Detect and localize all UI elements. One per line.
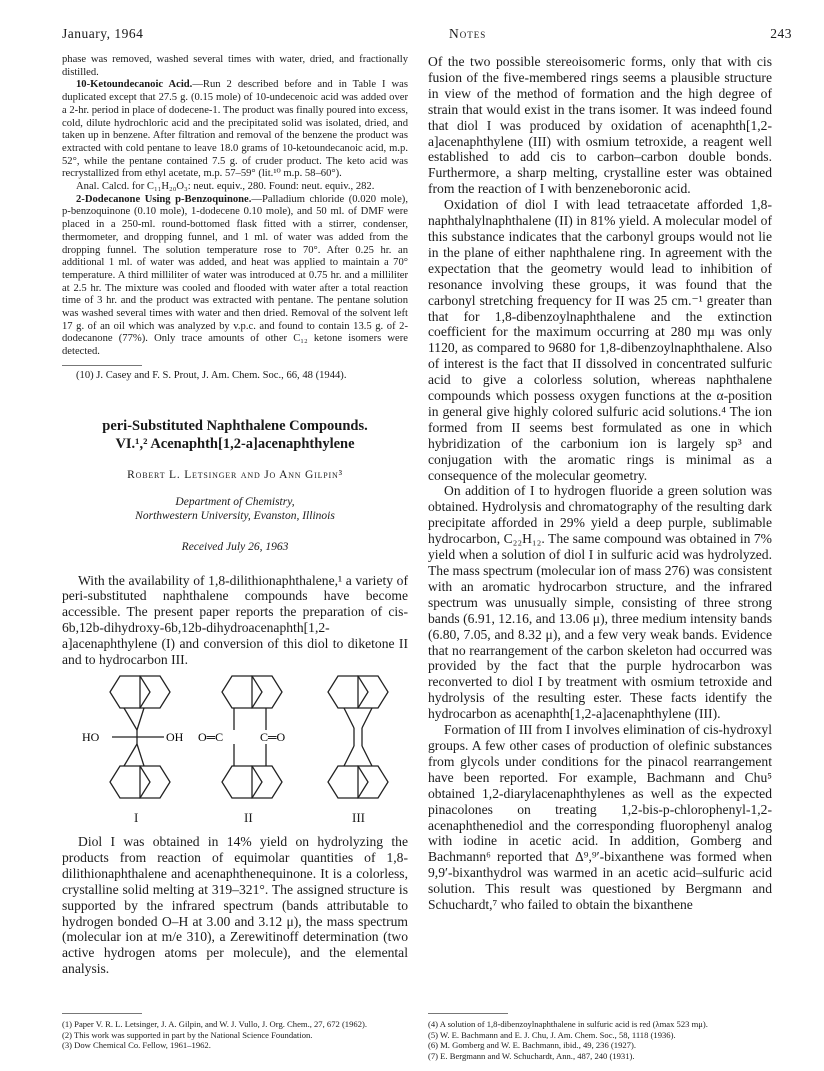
footnote: (3) Dow Chemical Co. Fellow, 1961–1962.	[62, 1040, 211, 1051]
paragraph: phase was removed, washed several times with water, dried, and fractionally distilled.	[62, 54, 408, 78]
footnote: (6) M. Gomberg and W. E. Bachmann, ibid., 49, 236 (1927).	[428, 1040, 636, 1051]
structure-I	[82, 672, 192, 802]
article-subtitle: VI.¹,² Acenaphth[1,2-a]acenaphthylene	[115, 435, 355, 452]
chemical-structures	[62, 672, 408, 832]
hydroxyl-label-left: HO	[82, 730, 100, 745]
paragraph: 10-Ketoundecanoic Acid.—Run 2 described before and in Table I was duplicated except that 27.5 g. (0.15 mole) of 10-undecenoic acid was added over a 2-hr. period in place of dodecene-1. The product was finally poured into excess, cold, dilute hydrochloric acid and the precipitated solid was isolated, dried, and taken up in benzene. After filtration and removal of the benzene the product was extracted with cold pentane to leave 18.0 grams of 10-ketoundecanoic acid, m.p. 52°, while the pentane contained 7.5 g. of cruder product. The keto acid was recrystallized from ethyl acetate, m.p. 57–59° (lit.¹⁰ m.p. 58–60°).	[62, 79, 409, 180]
paragraph: Diol I was obtained in 14% yield on hydrolyzing the products from reaction of equimolar quantities of 1,8-dilithionaphthalene and acenaphthenequinone. It is a colorless, crystalline solid melting at 319–321°. The assigned structure is supported by the infrared spectrum (bands attributable to hydrogen bonded O–H at 3.00 and 3.12 μ), the mass spectrum (molecular ion at m/e 310), a Zerewitinoff determination (two active hydrogen atoms per molecule), and the elemental analysis.	[62, 834, 408, 977]
article-title: peri-Substituted Naphthalene Compounds.	[102, 417, 368, 434]
intro-text	[62, 573, 408, 668]
footnote: (5) W. E. Bachmann and E. J. Chu, J. Am. Chem. Soc., 58, 1118 (1936).	[428, 1029, 676, 1040]
header-section: Notes	[449, 26, 487, 41]
paragraph: On addition of I to hydrogen fluoride a green solution was obtained. Hydrolysis and chromatography of the resulting dark precipitate afforded in 29% yield a deep purple, sublimable hydrocarbon, C₂₂H₁₂. The same compound was obtained in 7% yield when a solution of diol I in sulfuric acid was hydrolyzed. The mass spectrum (molecular ion of mass 276) was consistent with an aromatic hydrocarbon structure, and the infrared spectrum was unusually simple, consisting of three strong bands (6.91, 12.16, and 13.06 μ), three medium intensity bands (6.80, 7.05, and 8.32 μ), and a few very weak bands. Evidence that no rearrangement of the carbon skeleton had occurred was provided by the fact that the purple hydrocarbon was reconverted to diol I by treatment with osmium tetroxide and hydrolysis of the resulting ester. These facts identify the hydrocarbon as acenaphth[1,2-a]acenaphthylene (III).	[428, 483, 772, 722]
structure-II	[194, 672, 304, 802]
right-text	[428, 54, 772, 913]
authors: Robert L. Letsinger and Jo Ann Gilpin³	[127, 468, 343, 481]
right-footnotes	[428, 1019, 772, 1061]
footnote: (4) A solution of 1,8-dibenzoylnaphthalene in sulfuric acid is red (λmax 523 mμ).	[428, 1019, 708, 1029]
affiliation: Department of Chemistry, Northwestern University, Evanston, Illinois	[135, 495, 335, 522]
structure-label-III: III	[352, 810, 365, 826]
received-date: Received July 26, 1963	[181, 540, 289, 553]
left-column	[62, 54, 408, 977]
carbonyl-label-right: C═O	[260, 730, 286, 745]
left-footnotes	[62, 1019, 408, 1051]
structure-III	[308, 672, 408, 802]
paragraph: With the availability of 1,8-dilithionaphthalene,¹ a variety of peri-substituted naphthalene compounds have become accessible. The present paper reports the preparation of cis-6b,12b-dihydroxy-6b,12b-dihydroacenaphth[1,2-a]acenaphthylene (I) and conversion of this diol to diketone II and to hydrocarbon III.	[62, 572, 408, 668]
run-heading: 10-Ketoundecanoic Acid.	[76, 79, 193, 91]
page-number: 243	[770, 26, 792, 41]
paragraph: Oxidation of diol I with lead tetraacetate afforded 1,8-naphthalylnaphthalene (II) in 81% yield. A molecular model of this substance indicates that the carbonyl groups would not lie in the plane of either naphthalene ring. In agreement with the expectation that the geometry would lead to inhibition of resonance involving these groups, it was found that the carbonyl stretching frequency for II was 25 cm.⁻¹ greater than that for 1,8-dibenzoylnaphthalene and the extinction coefficient for the maximum occurring at 280 mμ was only 1120, as compared to 9680 for 1,8-dibenzoylnaphthalene. Also of interest is the fact that II dissolved in concentrated sulfuric acid to give a colorless solution, whereas naphthalene compounds which possess oxygen functions at the α-position in general give highly colored sulfuric acid solutions.⁴ The ion formed from II seems best formulated as one in which hybridization of the carbonium ion is largely sp³ and conjugation with the aromatic rings is minimal as a consequence of the molecular geometry.	[428, 197, 772, 483]
run-heading: 2-Dodecanone Using p-Benzoquinone.	[76, 193, 252, 205]
right-column	[428, 54, 772, 913]
footnote-rule	[62, 1013, 142, 1014]
footnote-rule	[62, 365, 142, 366]
hydroxyl-label-right: OH	[166, 730, 184, 745]
footnote: (10) J. Casey and F. S. Prout, J. Am. Chem. Soc., 66, 48 (1944).	[76, 369, 347, 381]
paragraph: Of the two possible stereoisomeric forms, only that with cis fusion of the five-membered rings seems a plausible structure in view of the method of formation and the high degree of strain that would exist in the trans isomer. It was indeed found that diol I was produced by oxidation of acenaphth[1,2-a]acenaphthylene (III) with osmium tetroxide, a reagent well established to add cis to carbon–carbon double bonds. Furthermore, a sharp melting, crystalline ester was obtained from the reaction of I with benzeneboronic acid.	[428, 54, 772, 197]
page-header	[62, 26, 792, 46]
structure-label-I: I	[134, 810, 139, 826]
diol-paragraph-block	[62, 834, 408, 977]
header-date: January, 1964	[62, 26, 144, 41]
footnote-rule	[428, 1013, 508, 1014]
carbonyl-label-left: O═C	[198, 730, 224, 745]
paragraph: Formation of III from I involves elimination of cis-hydroxyl groups. A few other cases of production of olefinic substances from glycols under conditions for the pinacol rearrangement have been reported. For example, Bachmann and Chu⁵ obtained 1,2-diarylacenaphthylenes as well as the expected pinacolones on treating 1,2-bis-p-chlorophenyl-1,2-acenaphthenediol and the corresponding fluorophenyl analog with iodine in acetic acid. In addition, Gomberg and Bachmann⁶ reported that Δ⁹,⁹′-bixanthene was formed when 9,9′-bixanthydrol was warmed in an acetic acid–sulfuric acid solution. This result was questioned by Bergmann and Schuchardt,⁷ who failed to obtain the bixanthene	[428, 722, 772, 913]
structure-label-II: II	[244, 810, 253, 826]
footnote: (7) E. Bergmann and W. Schuchardt, Ann., 487, 240 (1931).	[428, 1050, 635, 1061]
paragraph: 2-Dodecanone Using p-Benzoquinone.—Palladium chloride (0.020 mole), p-benzoquinone (0.10 mole), 1-dodecene 0.10 mole), and 50 ml. of DMF were placed in a 250-ml. round-bottomed flask fitted with a stirrer, condenser, thermometer, and dropping funnel, and 1 ml. of water was added from the dropping funnel. The solution temperature rose to 70°. After 0.25 hr. an additional 1 ml. of water was added, and heat was applied to maintain a 70° temperature. A third milliliter of water was introduced at 0.75 hr. and a milliliter at 2.5 hr. The mixture was cooled and flooded with water after a total reaction time of 3 hr. and the product was extracted with pentane. The pentane solution was washed several times with water and then dried. Removal of the solvent left 17 g. of an oil which was analyzed by v.p.c. and found to contain 13.5 g. of 2-dodecanone (77%). Only trace amounts of other C₁₂ ketone isomers were detected.	[62, 193, 408, 358]
previous-article-tail	[62, 54, 408, 383]
footnote: (2) This work was supported in part by the National Science Foundation.	[62, 1029, 313, 1040]
paragraph: Anal. Calcd. for C₁₁H₂₀O₃: neut. equiv., 280. Found: neut. equiv., 282.	[76, 181, 375, 193]
footnote: (1) Paper V. R. L. Letsinger, J. A. Gilpin, and W. J. Vullo, J. Org. Chem., 27, 672 (1962).	[62, 1019, 368, 1029]
